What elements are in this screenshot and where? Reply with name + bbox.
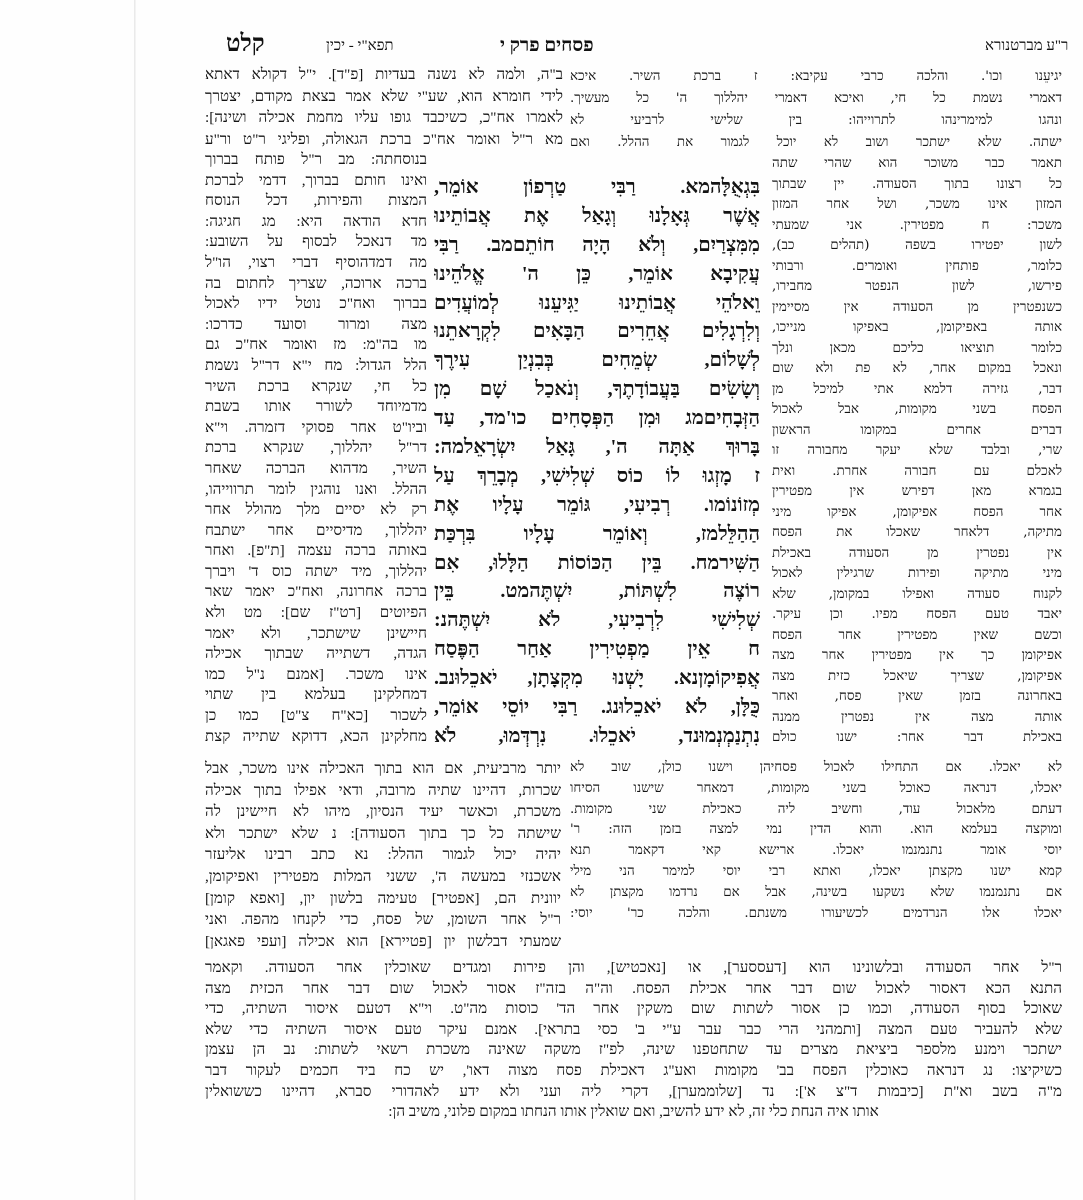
text-line: משכר: ח מפטירין. אני שמעתי: [772, 217, 1062, 233]
text-line: דמחלקינן בעלמא בין שתוי: [205, 686, 427, 704]
text-line: דבר, גזירה דלמא אתי למיכל מן: [772, 381, 1062, 397]
text-line: אין נפטרין מן הסעודה באכילת: [772, 545, 1062, 561]
text-line: יותר מרביעית, אם הוא בתוך האכילה אינו משכר, אבל: [205, 760, 561, 777]
text-line: קמא ישנו מקצתן יאכלו, ואתא רבי יוסי למימר הני מילי: [570, 863, 1062, 879]
text-line: שרי, ובלבד שלא יעקר מחבורה זו: [772, 443, 1062, 458]
text-line: יהיה יכול לגמור ההלל: נא כתב רבינו אליעזר: [205, 846, 561, 864]
text-line: רוֹצֶה לִשְׁתּוֹת, יִשְׁתֶּהמט. בֵּין: [434, 580, 760, 603]
text-line: ונהגו למימרינהו לתרוייהו: בין שלישי לרביעי לא: [570, 113, 1062, 128]
text-line: בִּגְאֻלָּהמא. רַבִּי טַרְפוֹן אוֹמֵר,: [434, 176, 760, 198]
text-line: ב"ה, ולמה לא נשנה בעדיות [פ"ד]. י"ל דקולא דאתא: [205, 66, 563, 83]
text-line: כשנפטרין מן הסעודה אין מסיימין: [772, 299, 1062, 315]
text-line: דאמרי נשמת כל חי, ואיכא דאמרי יהללוך ה' כל מעשיך.: [570, 91, 1062, 106]
text-line: ישתכר וימנע מלספר ביציאת מצרים עד שתחטפנו שינה, לפ"ז משקה שאינה משכרת רשאי לשתות: נב הן עצמן: [205, 1041, 1062, 1059]
text-line: תאמר כבר משוכר הוא שהרי שתה: [772, 156, 1062, 171]
text-line: שְׁלִישִׁי לִרְבִיעִי, לֹא יִשְׁתֶּהנ:: [434, 609, 760, 632]
text-line: לאכלם עם חבורה אחרת. ואית: [772, 463, 1062, 479]
bartenura-commentary-bottom: [570, 758, 1062, 924]
text-line: יהללוך, מדיסיים אחר ישתבח: [205, 521, 427, 539]
text-line: לידי חומרא הוא, שע"י שלא אמר בצאת מקודם, יצטרך: [205, 87, 563, 105]
text-line: אינו משכר. [אמנם נ"ל כמו: [205, 665, 427, 683]
tractate-chapter-title: פסחים פרק י: [500, 35, 594, 56]
text-line: יוסי אומר נתנמנמו יאכלו. ארישא קאי דקאמר תנא: [570, 843, 1062, 859]
text-line: הלל הגדול: מח י"א דר"ל נשמת: [205, 356, 427, 374]
text-line: מ"ה בשב וא"ת [כיבמות ד"צ א']: נד [שלוממערן], דקרי ליה ועני ולא ידע לאהדורי סברא, דהיינו כששואלין: [205, 1082, 1062, 1100]
text-line: לא יאכלו. אם התחילו לאכול פסחיהן וישנו כולן, שוב לא: [570, 760, 1062, 775]
text-line: לְשָׁלוֹם, שְׂמֵחִים בְּבִנְיַן עִירֶךָ: [434, 349, 760, 372]
text-line: וְלִרְגָלִים אֲחֵרִים הַבָּאִים לִקְרָאתֵנוּ: [434, 320, 760, 343]
text-line: עֲקִיבָא אוֹמֵר, כֵּן ה' אֱלֹהֵינוּ: [434, 262, 760, 285]
text-line: הפסח בשני מקומות, אבל לאכול: [772, 402, 1062, 417]
text-line: מד דנאכל לבסוף על השובע:: [205, 233, 427, 251]
text-line: הַזְּבָחִיםמג וּמִן הַפְּסָחִים כו'מד, עַד: [434, 407, 760, 430]
bartenura-commentary-top: [570, 66, 1062, 154]
text-line: באחרונה בזמן שאין פסח, ואחר: [772, 689, 1062, 704]
text-line: הפיוטים [רט"ז שם]: מט ולא: [205, 604, 427, 622]
text-line: המצות והפירות, דכל הנוסח: [205, 192, 427, 210]
text-line: בגמרא מאן דפירש אין מפטירין: [772, 484, 1062, 499]
text-line: דר"ל יהללוך, שנקרא ברכת: [205, 439, 427, 457]
text-line: וְשָׂשִׂים בַּעֲבוֹדָתֶךָ, וְנֹאכַל שָׁם מִן: [434, 378, 760, 401]
text-line: בברוך ואח"כ נוטל ידיו לאכול: [205, 295, 427, 313]
text-line: כשיקיצו: נג דנראה כאוכלין הפסח בב' מקומות ואע"ג דאכילת פסח מצוה דאו', יש כח ביד חכמים לעקור דבר: [205, 1061, 1062, 1079]
tiferet-yisrael-side: [205, 150, 427, 747]
text-line: ז מָזְגוּ לוֹ כוֹס שְׁלִישִׁי, מְבָרֵךְ עַל: [434, 464, 760, 487]
text-line: מחלקינן הכא, דדוקא שתייה קצת: [205, 727, 427, 745]
text-line: המזון אינו משכר, ושל אחר המזון: [772, 197, 1062, 212]
text-line: אשכנזי במעשה ה', ששני המלות מפטירין ואפיקומן,: [205, 867, 561, 885]
text-line: ברכה ארוכה, שצריך לחתום בה: [205, 274, 427, 292]
text-line: חיישינן שישתכר, ולא יאמר: [205, 624, 427, 642]
text-line: לקנוח סעודה ואפילו במקומן, שלא: [772, 586, 1062, 602]
text-line: משכרת, וכאשר יעיד הנסיון, מיהו לא חיישינן לה: [205, 803, 561, 821]
text-line: ברכה אחרונה, ואח"כ יאמר שאר: [205, 583, 427, 601]
text-line: כל חי, שנקרא ברכת השיר: [205, 377, 427, 395]
text-line: שכרות, דהיינו שתיה מרובה, ודאי אפילו בתוך אכילה: [205, 781, 561, 799]
text-line: אותה מצה אין נפטרין ממנה: [772, 709, 1062, 725]
text-line: מיני מתיקה ופירות שרגילין לאכול: [772, 566, 1062, 581]
text-line: לשכור [כא"ח צ"ט] כמו כן: [205, 707, 427, 725]
text-line: שמעתי דבלשון יון [פטיירא] הוא אכילה [ועפי פאגאן]: [205, 932, 561, 950]
text-line: אם נתנמנמו שלא נשקעו בשינה, אבל אם נרדמו מקצתן לא: [570, 884, 1062, 900]
text-line: כֻּלָּן, לֹא יֹאכֵלוּנג. רַבִּי יוֹסֵי אוֹמֵר,: [434, 696, 760, 719]
text-line: ח אֵין מַפְטִירִין אַחַר הַפֶּסַח: [434, 638, 760, 661]
text-line: מִמִּצְרַיִם, וְלֹא הָיָה חוֹתֵםמב. רַבִּי: [434, 233, 760, 256]
text-line: אפיקומן כך אין מפטירין אחר מצה: [772, 648, 1062, 663]
text-line: לאמרו אח"כ, כשיכבד גופו עליו מחמת אכילה ושינה]:: [205, 109, 563, 126]
text-line: כלומר תוציאו כליכם מכאן ונלך: [772, 340, 1062, 356]
text-line: וביו"ט אחר פסוקי דזמרה. וי"א: [205, 418, 427, 436]
bartenura-label: ר"ע מברטנורא: [985, 38, 1069, 54]
text-line: מצה ומרור וסועד כדרכו:: [205, 315, 427, 333]
text-line: הַשִּׁירמח. בֵּין הַכּוֹסוֹת הַלָּלוּ, אִם: [434, 551, 760, 574]
text-line: הַהַלֵּלמז, וְאוֹמֵר עָלָיו בִּרְכַּת: [434, 522, 760, 545]
text-line: שלא להעביר טעם המצה [ותמהני הרי כבר עבר ע"י ב' כסי בתראי]. אמנם עיקר טעם איסור השתיה כדי שלא: [205, 1020, 1062, 1038]
text-line: בָּרוּךְ אַתָּה ה', גָּאַל יִשְׂרָאֵלמה:: [434, 436, 760, 459]
page-number: קלט: [226, 31, 265, 57]
text-line: מתיקה, דלאחר שאכלו את הפסח: [772, 525, 1062, 540]
text-line: ישתה. שלא ישתכר ושוב לא יוכל לגמור את ההלל. ואם: [570, 135, 1062, 150]
text-line: ואינו חותם בברוך, דדמי לברכת: [205, 171, 427, 189]
text-line: הגדה, דשתייה שבתוך אכילה: [205, 645, 427, 663]
text-line: בנוסחתה: מב ר"ל פותח בברוך: [205, 151, 427, 168]
bartenura-commentary-side: [772, 154, 1062, 749]
text-line: מה דמדהוסיף דברי רצוי, הו"ל: [205, 253, 427, 271]
mishnah-text: [434, 173, 760, 751]
text-line: אחר הפסח אפיקומן, אפיקו מיני: [772, 504, 1062, 520]
page-edge: [134, 0, 136, 1200]
text-line: אֲשֶׁר גְּאָלָנוּ וְגָאַל אֶת אֲבוֹתֵינוּ: [434, 204, 760, 227]
text-line: יוונית הם, [אפטיר] טעימה בלשון יון, [ואפא קומן]: [205, 889, 561, 907]
text-line: השיר, מדהוא הברכה שאחר: [205, 459, 427, 477]
text-line: באותה ברכה עצמה [ת"פ]. ואחר: [205, 542, 427, 560]
tiferet-yisrael-top: [205, 64, 563, 150]
text-line: ר"ל אחר הסעודה ובלשונינו הוא [דעססער], או [נאכטיש], והן פירות ומגדים שאוכלין אחר הסעודה. וקאמר: [205, 959, 1062, 976]
text-line: ר"ל אחר השומן, של פסח, כדי לקנחו מהפה. ואני: [205, 911, 561, 929]
text-line: מא ר"ל ואומר אח"כ ברכת הגאולה, ופליגי ר"ט ור"ע: [205, 130, 563, 148]
text-line: ונאכל במקום אחר, לא פת ולא שום: [772, 361, 1062, 376]
text-line: באכילת דבר אחר: ישנו כולם: [772, 730, 1062, 745]
text-line: וֵאלֹהֵי אֲבוֹתֵינוּ יַגִּיעֵנוּ לְמוֹעֲדִים: [434, 291, 760, 314]
text-line: ההלל. ואנו נוהגין לומר תרווייהו,: [205, 480, 427, 498]
text-line: מדמיוחד לשורר אותו בשבת: [205, 398, 427, 416]
text-line: יאבד טעם הפסח מפיו. וכן עיקר.: [772, 607, 1062, 622]
text-line: חדא הודאה היא: מג חגיגה:: [205, 212, 427, 230]
text-line: דברים אחרים במקומו הראשון: [772, 422, 1062, 438]
text-line: שאוכל בסוף הסעודה, וכמו כן אסור לשתות שום משקין אחר הד' כוסות מה"ט. וי"א דטעם איסור השתיה, כדי: [205, 1000, 1062, 1018]
text-line: לשון יפטירו בשפה (תהלים כב),: [772, 238, 1062, 253]
text-line: אֲפִיקוֹמָןנא. יָשְׁנוּ מִקְצָתָן, יֹאכֵלוּנב.: [434, 667, 760, 690]
text-line: מו בה"מ: מז ואומר אח"כ גם: [205, 336, 427, 354]
text-line: התנא הכא דאסור לאכול שום דבר אחר אכילת הפסח. וה"ה בזה"ז אסור לאכול שום דבר אחר הכזית מצה: [205, 979, 1062, 997]
text-line: יהללוך, מיד ישתה כוס ד' ויברך: [205, 562, 427, 580]
text-line: וכשם שאין מפטירין אחר הפסח: [772, 627, 1062, 643]
text-line: אפיקומן, שצריך שיאכל כזית מצה: [772, 668, 1062, 684]
tiferet-yisrael-bottom: [205, 958, 1062, 1123]
text-line: מְזוֹנוֹמו. רְבִיעִי, גּוֹמֵר עָלָיו אֶת: [434, 493, 760, 516]
text-line: יגיעֵנו וכו'. והלכה כרבי עקיבא: ז ברכת השיר. איכא: [570, 69, 1062, 84]
text-line: שישתה כל כך בתוך הסעודה]: נ שלא ישתכר ולא: [205, 824, 561, 842]
tiferet-yisrael-label: תפא"י - יכין: [326, 38, 394, 54]
text-line: דעתם מלאכול עוד, וחשיב ליה כאכילת שני מקומות.: [570, 801, 1062, 817]
text-line: אותו איה הנחת כלי זה, לא ידע להשיב, ואם שואלין אותו הנחתו במקום פלוני, משיב הן:: [388, 1103, 879, 1121]
text-line: כל רצונו בתוך הסעודה. יין שבתוך: [772, 176, 1062, 192]
tiferet-yisrael-lower: [205, 758, 561, 952]
text-line: פירשו, לשון הנפטר מחבירו,: [772, 279, 1062, 294]
text-line: ומוקצה בעלמא הוא. והוא הדין נמי למצה בזמן הזה: ר': [570, 822, 1062, 838]
text-line: נִתְנַמְנְמוּנד, יֹאכֵלוּ. נִרְדְּמוּ, לֹא: [434, 724, 760, 747]
text-line: יאכלו, דנראה כאוכל בשני מקומות, דמאחר שישנו הסיחו: [570, 780, 1062, 796]
text-line: יאכלו אלו הנרדמים לכשיעורו משנתם. והלכה כר' יוסי:: [570, 905, 1062, 921]
text-line: רק לא יסיים מלך מהולל אחר: [205, 501, 427, 519]
text-line: אותה באפיקומן, באפיקו מנייכו,: [772, 320, 1062, 335]
text-line: כלומר, פותחין ואומרים. ורבותי: [772, 258, 1062, 274]
